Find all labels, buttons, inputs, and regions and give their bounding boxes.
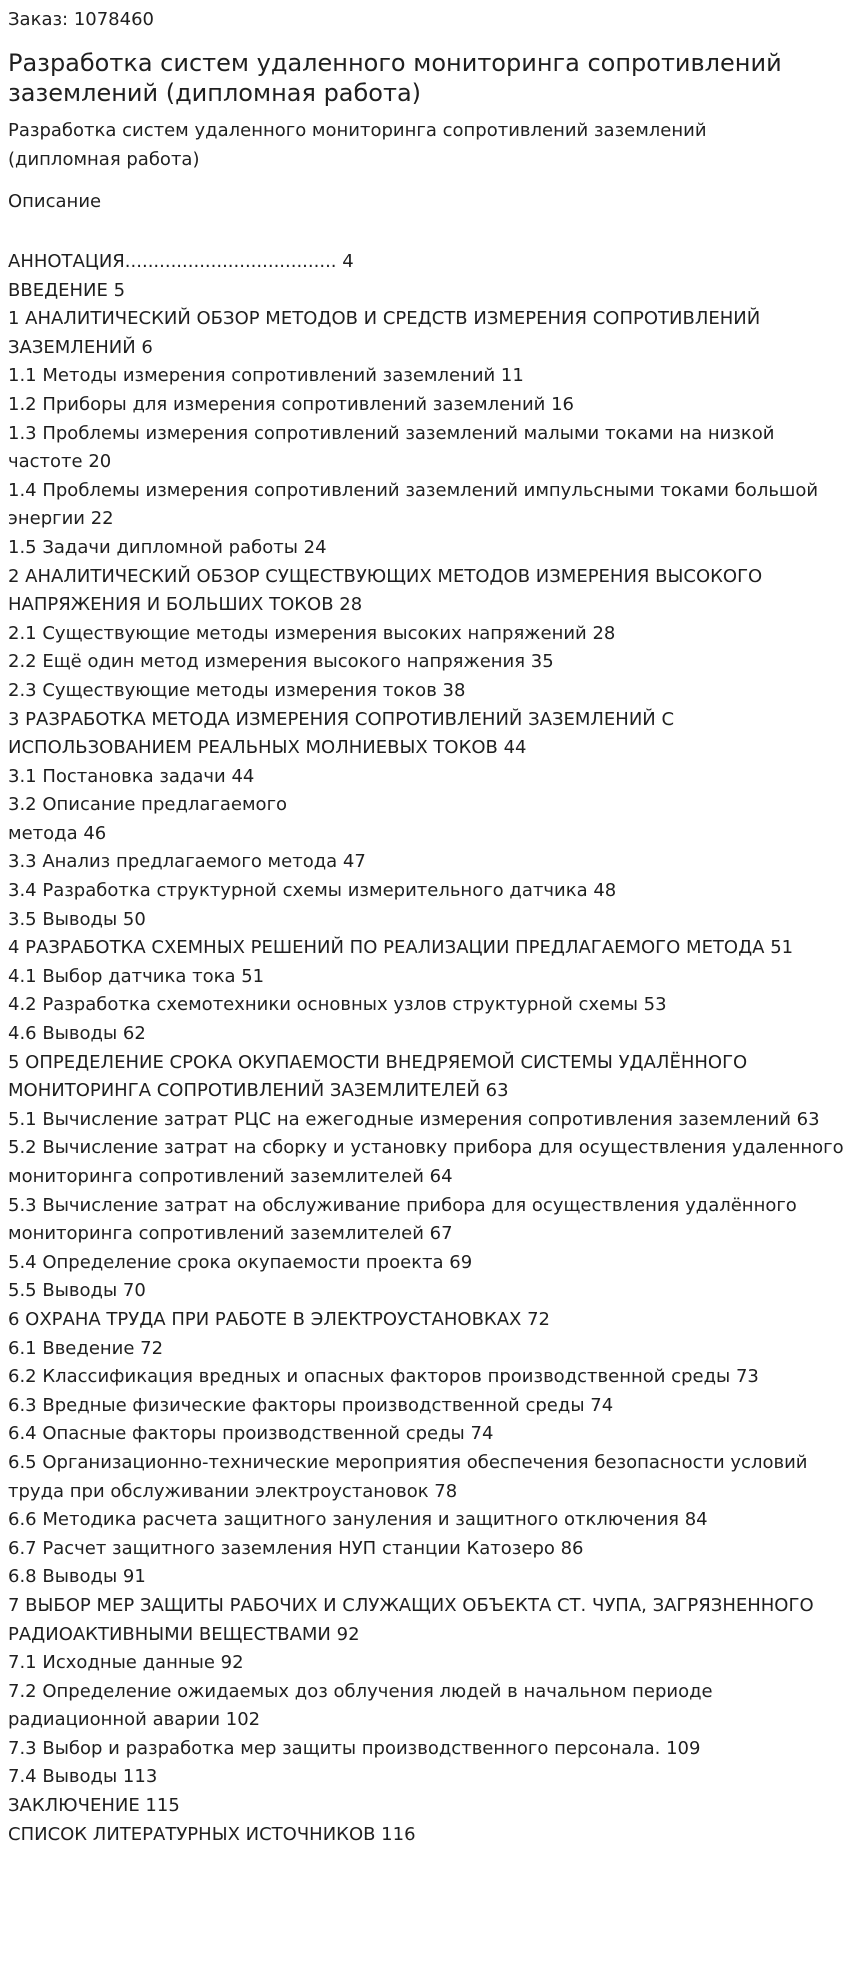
- page-subtitle: Разработка систем удаленного мониторинга сопротивлений заземлений (дипломная работа): [8, 120, 707, 170]
- toc-entry: 6.1 Введение 72: [8, 1337, 164, 1359]
- toc-entry: 3.3 Анализ предлагаемого метода 47: [8, 851, 366, 873]
- toc-entry: ВВЕДЕНИЕ 5: [8, 279, 126, 301]
- toc-entry: 1.2 Приборы для измерения сопротивлений заземлений 16: [8, 393, 574, 415]
- toc-entry: метода 46: [8, 822, 107, 844]
- table-of-contents: [8, 248, 847, 1849]
- toc-entry: 7 ВЫБОР МЕР ЗАЩИТЫ РАБОЧИХ И СЛУЖАЩИХ ОБЪЕКТА СТ. ЧУПА, ЗАГРЯЗНЕННОГО РАДИОАКТИВНЫМИ ВЕЩЕСТВАМИ 92: [8, 1594, 814, 1645]
- toc-entry: 6.8 Выводы 91: [8, 1566, 146, 1588]
- toc-entry: 7.4 Выводы 113: [8, 1766, 158, 1788]
- toc-entry: 6.5 Организационно-технические мероприятия обеспечения безопасности условий труда при обслуживании электроустановок 78: [8, 1451, 808, 1502]
- toc-entry: АННОТАЦИЯ..................................... 4: [8, 251, 354, 272]
- toc-entry: ЗАКЛЮЧЕНИЕ 115: [8, 1795, 180, 1817]
- toc-entry: 6 ОХРАНА ТРУДА ПРИ РАБОТЕ В ЭЛЕКТРОУСТАНОВКАХ 72: [8, 1308, 550, 1330]
- toc-entry: 3 РАЗРАБОТКА МЕТОДА ИЗМЕРЕНИЯ СОПРОТИВЛЕНИЙ ЗАЗЕМЛЕНИЙ С ИСПОЛЬЗОВАНИЕМ РЕАЛЬНЫХ МОЛНИЕВЫХ ТОКОВ 44: [8, 708, 675, 759]
- toc-entry: 3.4 Разработка структурной схемы измерительного датчика 48: [8, 880, 617, 902]
- toc-entry: 5.2 Вычисление затрат на сборку и установку прибора для осуществления удаленного мониторинга сопротивлений заземлителей 64: [8, 1137, 844, 1187]
- toc-entry: 4.2 Разработка схемотехники основных узлов структурной схемы 53: [8, 994, 667, 1016]
- toc-entry: 5 ОПРЕДЕЛЕНИЕ СРОКА ОКУПАЕМОСТИ ВНЕДРЯЕМОЙ СИСТЕМЫ УДАЛЁННОГО МОНИТОРИНГА СОПРОТИВЛЕНИЙ ЗАЗЕМЛИТЕЛЕЙ 63: [8, 1051, 748, 1102]
- toc-entry: 7.3 Выбор и разработка мер защиты производственного персонала. 109: [8, 1737, 701, 1759]
- toc-entry: 3.5 Выводы 50: [8, 908, 146, 930]
- toc-entry: 1.1 Методы измерения сопротивлений заземлений 11: [8, 365, 524, 387]
- toc-entry: 6.7 Расчет защитного заземления НУП станции Катозеро 86: [8, 1537, 584, 1559]
- toc-entry: 5.5 Выводы 70: [8, 1280, 146, 1302]
- toc-entry: 6.4 Опасные факторы производственной среды 74: [8, 1423, 494, 1445]
- toc-entry: 7.1 Исходные данные 92: [8, 1652, 244, 1674]
- description-heading: Описание: [8, 191, 102, 212]
- toc-entry: 1.4 Проблемы измерения сопротивлений заземлений импульсными токами большой энергии 22: [8, 479, 819, 530]
- page-title: Разработка систем удаленного мониторинга сопротивлений заземлений (дипломная работа): [8, 49, 782, 107]
- toc-entry: 2.3 Существующие методы измерения токов 38: [8, 679, 466, 701]
- toc-entry: 1 АНАЛИТИЧЕСКИЙ ОБЗОР МЕТОДОВ И СРЕДСТВ ИЗМЕРЕНИЯ СОПРОТИВЛЕНИЙ ЗАЗЕМЛЕНИЙ 6: [8, 308, 761, 358]
- toc-entry: СПИСОК ЛИТЕРАТУРНЫХ ИСТОЧНИКОВ 116: [8, 1823, 416, 1845]
- toc-entry: 3.1 Постановка задачи 44: [8, 765, 255, 787]
- toc-entry: 5.1 Вычисление затрат РЦС на ежегодные измерения сопротивления заземлений 63: [8, 1108, 820, 1130]
- toc-entry: 2.2 Ещё один метод измерения высокого напряжения 35: [8, 651, 554, 673]
- toc-entry: 6.3 Вредные физические факторы производственной среды 74: [8, 1394, 614, 1416]
- order-number: Заказ: 1078460: [8, 9, 154, 30]
- toc-entry: 6.6 Методика расчета защитного зануления и защитного отключения 84: [8, 1509, 708, 1531]
- toc-entry: 4.1 Выбор датчика тока 51: [8, 965, 265, 987]
- toc-entry: 3.2 Описание предлагаемого: [8, 794, 288, 816]
- toc-entry: 4 РАЗРАБОТКА СХЕМНЫХ РЕШЕНИЙ ПО РЕАЛИЗАЦИИ ПРЕДЛАГАЕМОГО МЕТОДА 51: [8, 937, 794, 959]
- toc-entry: 5.4 Определение срока окупаемости проекта 69: [8, 1251, 473, 1273]
- toc-entry: 2 АНАЛИТИЧЕСКИЙ ОБЗОР СУЩЕСТВУЮЩИХ МЕТОДОВ ИЗМЕРЕНИЯ ВЫСОКОГО НАПРЯЖЕНИЯ И БОЛЬШИХ ТОКОВ 28: [8, 565, 763, 616]
- toc-entry: 2.1 Существующие методы измерения высоких напряжений 28: [8, 622, 616, 644]
- toc-entry: 1.3 Проблемы измерения сопротивлений заземлений малыми токами на низкой частоте 20: [8, 422, 775, 473]
- toc-entry: 7.2 Определение ожидаемых доз облучения людей в начальном периоде радиационной аварии 102: [8, 1680, 713, 1731]
- toc-entry: 4.6 Выводы 62: [8, 1023, 146, 1045]
- toc-entry: 6.2 Классификация вредных и опасных факторов производственной среды 73: [8, 1366, 759, 1388]
- toc-entry: 5.3 Вычисление затрат на обслуживание прибора для осуществления удалённого мониторинга сопротивлений заземлителей 67: [8, 1194, 797, 1245]
- toc-entry: 1.5 Задачи дипломной работы 24: [8, 536, 327, 558]
